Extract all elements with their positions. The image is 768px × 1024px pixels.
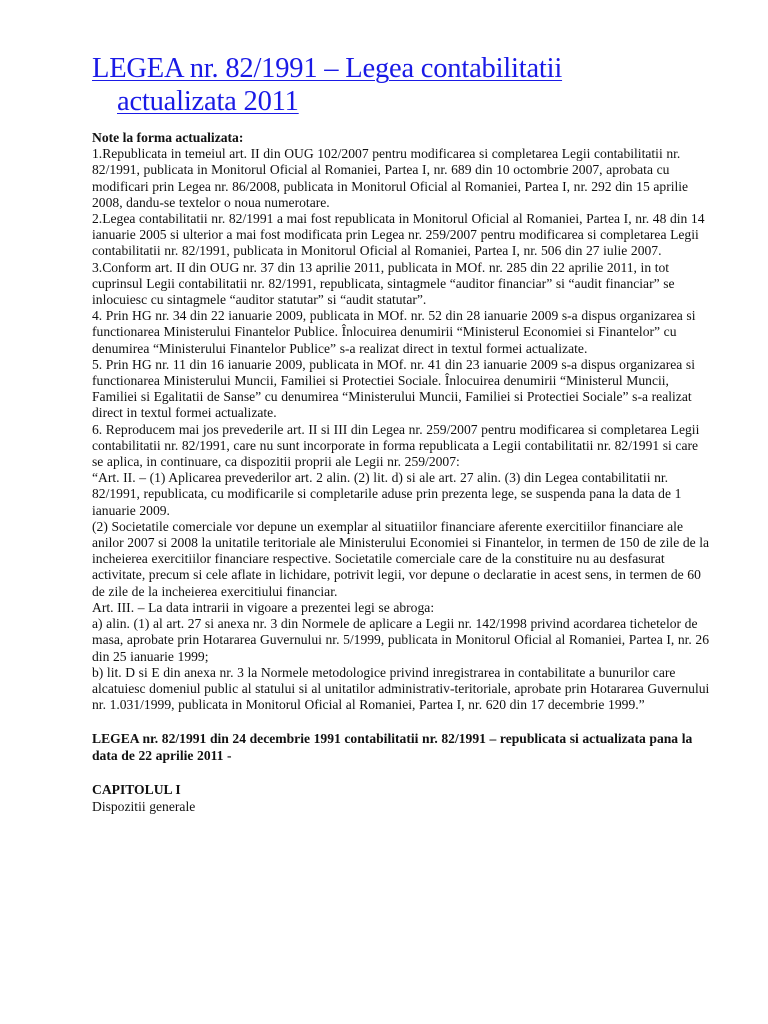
note-paragraph: 2.Legea contabilitatii nr. 82/1991 a mai fost republicata in Monitorul Oficial al Romaniei, Partea I, nr. 48 din 14 ianuarie 2005 si ulterior a mai fost modificata prin Legea nr. 259/2007 pentru modificarea si completarea Legii contabilitatii nr. 82/1991, publicata in Monitorul Oficial al Romaniei, Partea I, nr. 506 din 27 iulie 2007. — [92, 211, 705, 259]
law-heading: LEGEA nr. 82/1991 din 24 decembrie 1991 contabilitatii nr. 82/1991 – republicata si actualizata pana la data de 22 aprilie 2011 - — [92, 731, 693, 764]
note-paragraph: 3.Conform art. II din OUG nr. 37 din 13 aprilie 2011, publicata in MOf. nr. 285 din 22 aprilie 2011, in tot cuprinsul Legii contabilitatii nr. 82/1991, republicata, sintagmele “auditor financiar” si “audit financiar” se inlocuiesc cu sintagmele “auditor statutar” si “audit statutar”. — [92, 259, 675, 308]
title-line-1: LEGEA nr. 82/1991 – Legea contabilitatii — [92, 53, 563, 84]
chapter-subtitle: Dispozitii generale — [92, 799, 196, 815]
note-paragraph: a) alin. (1) al art. 27 si anexa nr. 3 din Normele de aplicare a Legii nr. 142/1998 privind acordarea tichetelor de masa, aprobate prin Hotararea Guvernului nr. 5/1999, publicata in Monitorul Oficial al Romaniei, Partea I, nr. 26 din 25 ianuarie 1999; — [92, 616, 710, 664]
document-page — [92, 52, 712, 815]
note-paragraph: “Art. II. – (1) Aplicarea prevederilor art. 2 alin. (2) lit. d) si ale art. 27 alin. (3) din Legea contabilitatii nr. 82/1991, republicata, cu modificarile si completarile aduse prin prezenta lege, se suspenda pana la data de 1 ianuarie 2009. — [92, 470, 682, 518]
document-title-link[interactable] — [92, 52, 712, 118]
notes-section — [92, 130, 712, 815]
note-paragraph: (2) Societatile comerciale vor depune un exemplar al situatiilor financiare aferente exercitiilor financiare ale anilor 2007 si 2008 la unitatile teritoriale ale Ministerului Economiei si Finantelor, in termen de 150 de zile de la incheierea exercitiilor financiare respective. Societatile comerciale care de la constituire nu au desfasurat activitate, precum si cele aflate in lichidare, potrivit legii, vor depune o declaratie in acest sens, in termen de 60 de zile de la incheierea exercitiului financiar. — [92, 518, 710, 599]
chapter-heading: CAPITOLUL I — [92, 782, 181, 798]
note-paragraph: 1.Republicata in temeiul art. II din OUG 102/2007 pentru modificarea si completarea Legii contabilitatii nr. 82/1991, publicata in Monitorul Oficial al Romaniei, Partea I, nr. 689 din 10 octombrie 2007, aprobata cu modificari prin Legea nr. 86/2008, publicata in Monitorul Oficial al Romaniei, Partea I, nr. 292 din 15 aprilie 2008, dandu-se textelor o noua numerotare. — [92, 146, 689, 210]
title-line-2: actualizata 2011 — [117, 86, 299, 117]
note-paragraph: 4. Prin HG nr. 34 din 22 ianuarie 2009, publicata in MOf. nr. 52 din 28 ianuarie 2009 s-a dispus organizarea si functionarea Ministerului Finantelor Publice. Înlocuirea denumirii “Ministerul Economiei si Finantelor” cu denumirea “Ministerului Finantelor Publice” s-a realizat direct in textul formei actualizate. — [92, 308, 696, 356]
note-paragraph: b) lit. D si E din anexa nr. 3 la Normele metodologice privind inregistrarea in contabilitate a bunurilor care alcatuiesc domeniul public al statului si al unitatilor administrativ-teritoriale, aprobate prin Hotararea Guvernului nr. 1.031/1999, publicata in Monitorul Oficial al Romaniei, Partea I, nr. 620 din 17 decembrie 1999.” — [92, 664, 710, 713]
note-paragraph: 6. Reproducem mai jos prevederile art. II si III din Legea nr. 259/2007 pentru modificarea si completarea Legii contabilitatii nr. 82/1991, care nu sunt incorporate in forma republicata a Legii contabilitatii nr. 82/1991 si care se aplica, in continuare, ca dispozitii proprii ale Legii nr. 259/2007: — [92, 421, 700, 470]
note-paragraph: 5. Prin HG nr. 11 din 16 ianuarie 2009, publicata in MOf. nr. 41 din 23 ianuarie 2009 s-a dispus organizarea si functionarea Ministerului Muncii, Familiei si Protectiei Sociale. Înlocuirea denumirii “Ministerul Muncii, Familiei si Egalitatii de Sanse” cu denumirea “Ministerului Muncii, Familiei si Protectiei Sociale” s-a realizat direct in textul formei actualizate. — [92, 356, 695, 421]
notes-heading: Note la forma actualizata: — [92, 130, 244, 145]
note-paragraph: Art. III. – La data intrarii in vigoare a prezentei legi se abroga: — [92, 599, 435, 615]
